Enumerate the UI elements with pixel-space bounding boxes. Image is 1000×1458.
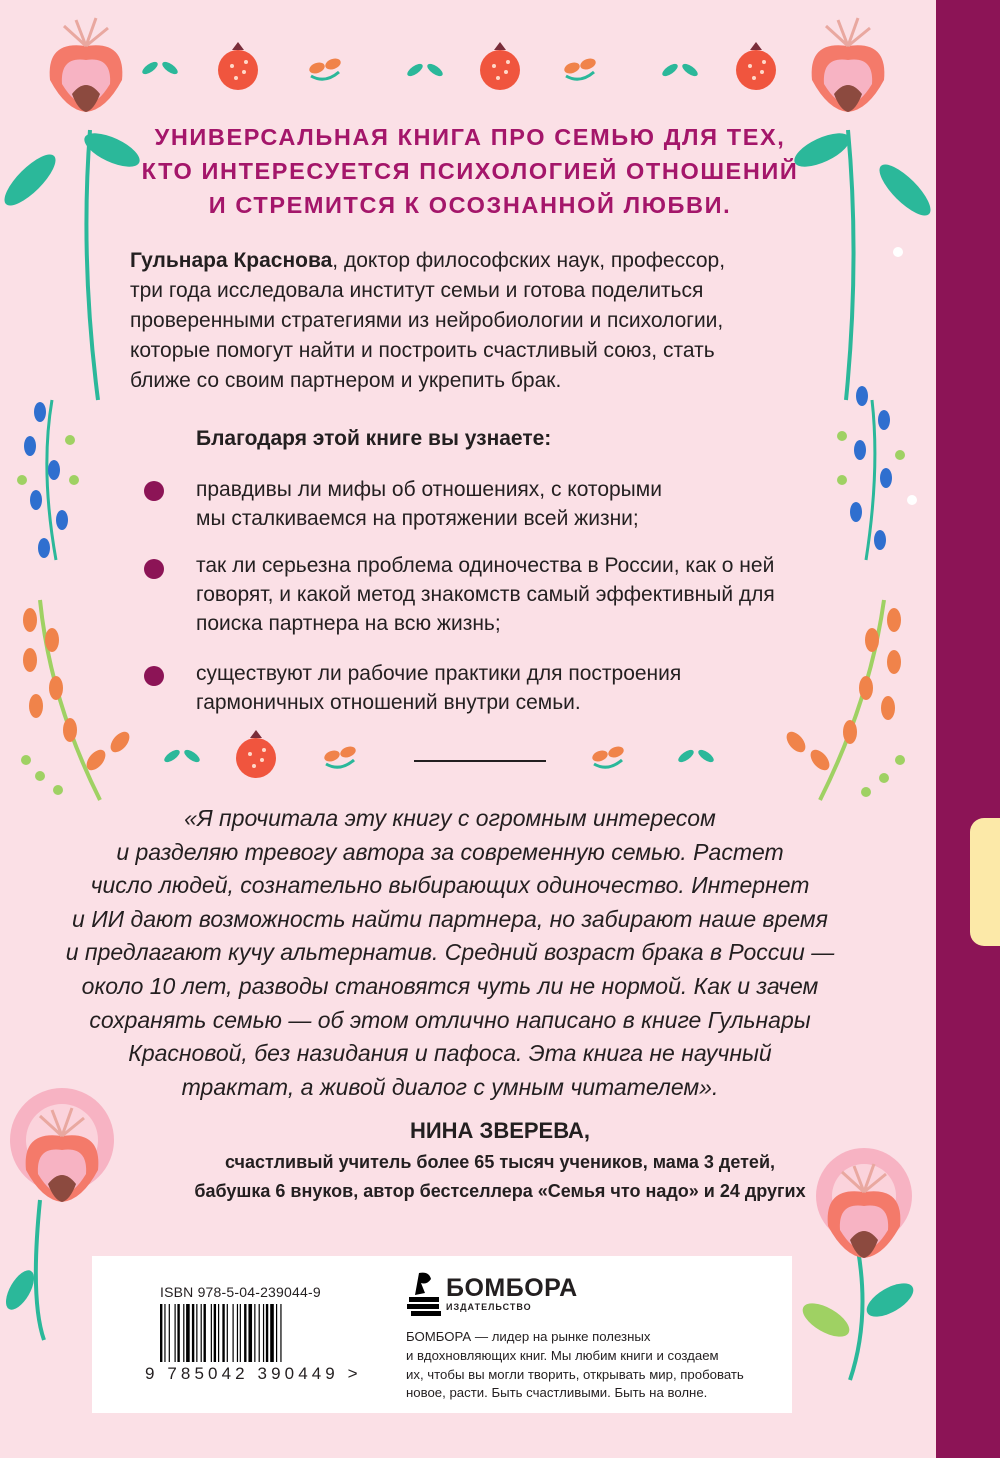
bullet-line: правдивы ли мифы об отношениях, с которыми (196, 478, 662, 501)
barcode-bar (192, 1304, 194, 1362)
barcode-bar (177, 1304, 179, 1362)
headline-line: КТО ИНТЕРЕСУЕТСЯ ПСИХОЛОГИЕЙ ОТНОШЕНИЙ (141, 158, 799, 184)
quote-line: «Я прочитала эту книгу с огромным интересом (184, 805, 716, 831)
divider (414, 760, 546, 762)
author-credentials: , доктор философских наук, профессор, (332, 249, 726, 272)
barcode-bar (183, 1304, 184, 1362)
quote-line: и предлагают кучу альтернатив. Средний возраст брака в России — (65, 939, 835, 966)
barcode-bar (259, 1304, 260, 1362)
barcode-bar (270, 1304, 274, 1362)
barcode-bar (280, 1304, 281, 1362)
author-intro (130, 246, 810, 396)
headline (120, 120, 820, 222)
barcode-bar (201, 1304, 202, 1362)
author-intro-line: проверенными стратегиями из нейробиологии и психологии, (130, 309, 724, 332)
barcode-bar (244, 1304, 246, 1362)
isbn-label: ISBN 978-5-04-239044-9 (160, 1284, 321, 1300)
testimonial-quote (60, 802, 840, 1104)
quote-line: около 10 лет, разводы становятся чуть ли не нормой. Как и зачем (81, 972, 819, 999)
bullet-line: так ли серьезна проблема одиночества в России, как о ней (196, 554, 775, 577)
quote-line: и ИИ дают возможность найти партнера, но забирают наше время (72, 905, 828, 932)
barcode-bar (227, 1304, 228, 1362)
barcode-bar (175, 1304, 176, 1362)
barcode-bar (169, 1304, 170, 1362)
bullet-line: существуют ли рабочие практики для построения (196, 662, 682, 685)
quote-line: число людей, сознательно выбирающих одиночество. Интернет (90, 872, 810, 899)
bullet-line: говорят, и какой метод знакомств самый эффективный для (196, 583, 775, 606)
barcode-bar (186, 1304, 190, 1362)
publisher-description-line: их, чтобы вы могли творить, открывать мир, пробовать (406, 1366, 744, 1382)
barcode-bar (196, 1304, 197, 1362)
barcode-bar (248, 1304, 252, 1362)
barcode-bar (214, 1304, 216, 1362)
bullet-dot-icon (144, 666, 164, 686)
bullet-line: гармоничных отношений внутри семьи. (196, 691, 581, 714)
barcode-bar (204, 1304, 206, 1362)
publisher-description-line: и вдохновляющих книг. Мы любим книги и создаем (406, 1347, 719, 1363)
bullet-item (196, 551, 775, 638)
quote-author-name: НИНА ЗВЕРЕВА, (409, 1118, 591, 1143)
quote-line: Красновой, без назидания и пафоса. Эта книга не научный (128, 1040, 772, 1067)
bullet-line: поиска партнера на всю жизнь; (196, 612, 501, 635)
barcode-bar (237, 1304, 238, 1362)
author-intro-line: которые помогут найти и построить счастливый союз, стать (130, 339, 715, 362)
bullet-item (196, 475, 662, 533)
barcode-bar (233, 1304, 234, 1362)
quote-author-line: счастливый учитель более 65 тысяч учеников, мама 3 детей, (224, 1152, 776, 1172)
barcode-bar (160, 1304, 162, 1362)
bombora-logo-icon (405, 1271, 443, 1321)
quote-line: трактат, а живой диалог с умным читателем». (181, 1073, 719, 1100)
barcode-bar (211, 1304, 212, 1362)
author-intro-line (130, 246, 810, 276)
headline-line: УНИВЕРСАЛЬНАЯ КНИГА ПРО СЕМЬЮ ДЛЯ ТЕХ, (154, 124, 786, 150)
barcode-bar (218, 1304, 219, 1362)
author-name: Гульнара Краснова (130, 249, 333, 272)
barcode-bar (266, 1304, 268, 1362)
publisher-description (406, 1328, 744, 1403)
barcode-bar (276, 1304, 277, 1362)
bullet-dot-icon (144, 559, 164, 579)
bullet-dot-icon (144, 481, 164, 501)
bullet-line: мы сталкиваемся на протяжении всей жизни; (196, 507, 639, 530)
headline-line: И СТРЕМИТСЯ К ОСОЗНАННОЙ ЛЮБВИ. (208, 192, 732, 218)
barcode (158, 1304, 348, 1366)
barcode-bar (254, 1304, 255, 1362)
learn-title: Благодаря этой книге вы узнаете: (196, 427, 552, 450)
barcode-bar (222, 1304, 224, 1362)
quote-line: и разделяю тревогу автора за современную семью. Растет (116, 838, 784, 865)
publisher-subtitle: ИЗДАТЕЛЬСТВО (446, 1302, 532, 1312)
author-intro-line: ближе со своим партнером и укрепить брак. (130, 369, 562, 392)
quote-author-line: бабушка 6 внуков, автор бестселлера «Семья что надо» и 24 других (194, 1181, 806, 1201)
publisher-description-line: новое, расти. Быть счастливыми. Быть на волне. (406, 1385, 708, 1401)
author-intro-line: три года исследовала институт семьи и готова поделиться (130, 279, 704, 302)
quote-author-description (110, 1148, 890, 1206)
bullet-item (196, 659, 681, 717)
barcode-bar (240, 1304, 241, 1362)
publisher-name: БОМБОРА (446, 1274, 578, 1302)
publisher-description-line: БОМБОРА — лидер на рынке полезных (406, 1329, 651, 1344)
barcode-bar (263, 1304, 264, 1362)
barcode-digits: 9 785042 390449 > (145, 1364, 362, 1383)
quote-line: сохранять семью — об этом отлично написано в книге Гульнары (89, 1006, 811, 1033)
barcode-bar (164, 1304, 165, 1362)
